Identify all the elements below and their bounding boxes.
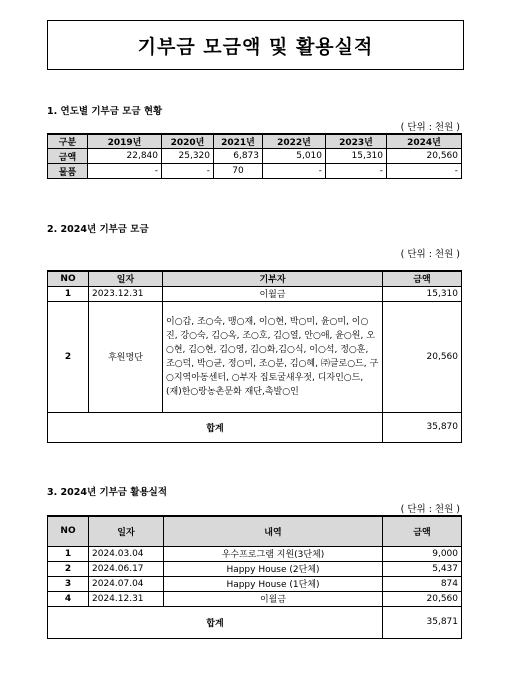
table-row	[48, 591, 462, 606]
donor-list: 이○갑, 조○숙, 맹○재, 이○현, 박○미, 윤○미, 이○진, 강○숙, 김○옥, 조○호, 김○열, 안○애, 윤○원, 오○현, 김○현, 김○영, 김○화,김○식, 이○석, 정○훈, 조○덕, 박○균, 정○미, 조○분, 김○혜, ㈜글로○드, 구○지역아동센터, ○부자 집토굴새우젓, 디자인○드, (재)한○랑농촌문화 재단,촉발○인	[163, 301, 383, 412]
row-label: 금액	[48, 149, 88, 164]
section1-title: 1. 연도별 기부금 모금 현황	[47, 106, 163, 117]
header-no: NO	[48, 271, 89, 286]
row-amount: 9,000	[383, 546, 462, 561]
total-amount: 35,870	[383, 412, 462, 442]
header-year: 2022년	[263, 134, 326, 149]
table-row	[48, 301, 462, 412]
cell-value: -	[387, 164, 462, 179]
header-date: 일자	[89, 271, 163, 286]
header-description: 내역	[164, 516, 383, 546]
row-no: 2	[48, 561, 89, 576]
cell-value: 6,873	[214, 149, 263, 164]
header-year: 2024년	[387, 134, 462, 149]
section2-title: 2. 2024년 기부금 모금	[47, 224, 149, 235]
row-description: Happy House (1단체)	[164, 576, 383, 591]
row-date: 2024.06.17	[89, 561, 164, 576]
cell-value: -	[162, 164, 214, 179]
row-amount: 15,310	[383, 286, 462, 301]
row-date: 2024.03.04	[89, 546, 164, 561]
section2-unit-label: ( 단위 : 천원 )	[400, 249, 460, 260]
row-description: Happy House (2단체)	[164, 561, 383, 576]
header-date: 일자	[89, 516, 164, 546]
row-donor: 이월금	[163, 286, 383, 301]
cell-value: 20,560	[387, 149, 462, 164]
row-amount: 20,560	[383, 591, 462, 606]
row-amount: 20,560	[383, 301, 462, 412]
cell-value: -	[263, 164, 326, 179]
row-amount: 874	[383, 576, 462, 591]
table-row	[48, 149, 462, 164]
total-row	[48, 412, 462, 442]
table-row	[48, 576, 462, 591]
row-date: 2024.07.04	[89, 576, 164, 591]
header-no: NO	[48, 516, 89, 546]
row-amount: 5,437	[383, 561, 462, 576]
row-description: 우수프로그램 지원(3단체)	[164, 546, 383, 561]
table-row	[48, 164, 462, 179]
header-year: 2021년	[214, 134, 263, 149]
row-no: 1	[48, 546, 89, 561]
row-label: 물품	[48, 164, 88, 179]
header-amount: 금액	[383, 271, 462, 286]
table-row	[48, 546, 462, 561]
total-label: 합계	[48, 606, 383, 638]
row-description: 이월금	[164, 591, 383, 606]
section3-unit-label: ( 단위 : 천원 )	[400, 504, 460, 515]
header-year: 2023년	[326, 134, 387, 149]
header-category: 구분	[48, 134, 88, 149]
table-row	[48, 286, 462, 301]
cell-value: 15,310	[326, 149, 387, 164]
usage-2024-table	[47, 515, 462, 639]
yearly-donation-table	[47, 133, 462, 179]
cell-value: -	[88, 164, 162, 179]
total-row	[48, 606, 462, 638]
table-row	[48, 561, 462, 576]
section1-unit-label: ( 단위 : 천원 )	[400, 122, 460, 133]
row-no: 4	[48, 591, 89, 606]
cell-value: 5,010	[263, 149, 326, 164]
header-amount: 금액	[383, 516, 462, 546]
total-label: 합계	[48, 412, 383, 442]
header-year: 2020년	[162, 134, 214, 149]
cell-value: 25,320	[162, 149, 214, 164]
header-donor: 기부자	[163, 271, 383, 286]
row-no: 3	[48, 576, 89, 591]
row-date: 2024.12.31	[89, 591, 164, 606]
cell-value: -	[326, 164, 387, 179]
row-date: 2023.12.31	[89, 286, 163, 301]
total-amount: 35,871	[383, 606, 462, 638]
cell-value: 70	[214, 164, 263, 179]
header-year: 2019년	[88, 134, 162, 149]
row-no: 2	[48, 301, 89, 412]
row-date: 후원명단	[89, 301, 163, 412]
row-no: 1	[48, 286, 89, 301]
donation-2024-table	[47, 270, 462, 443]
cell-value: 22,840	[88, 149, 162, 164]
page-title: 기부금 모금액 및 활용실적	[47, 20, 464, 70]
section3-title: 3. 2024년 기부금 활용실적	[47, 487, 167, 498]
